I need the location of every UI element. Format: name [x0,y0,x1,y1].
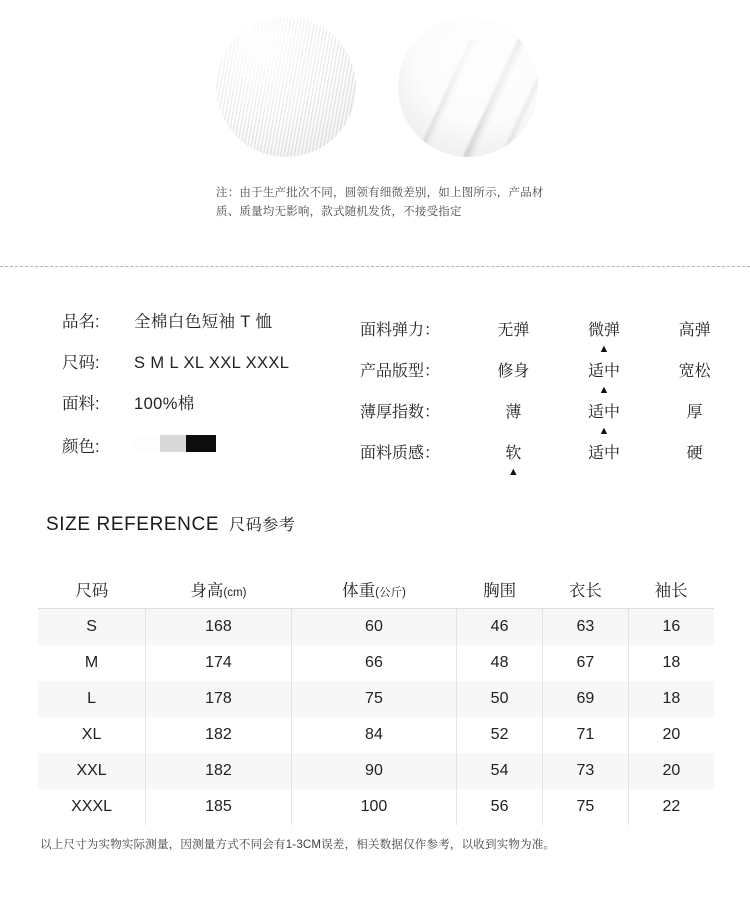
size-table-head [38,570,714,609]
header-label: 衣长 [568,582,602,600]
table-cell: 54 [457,753,543,789]
table-row [38,753,714,789]
attr-option-label: 软 [505,445,522,462]
section-divider [0,266,750,267]
size-table-header-cell [628,570,714,609]
table-cell: 71 [542,717,628,753]
size-table-header-cell [457,570,543,609]
size-reference-title-cn: 尺码参考 [229,517,296,534]
spec-label-color: 颜色: [62,438,100,456]
collar-closeup-photo-right [398,17,538,157]
header-label: 袖长 [654,582,688,600]
attr-row-texture [360,431,740,478]
header-label: 尺码 [75,582,109,600]
table-cell: 84 [291,717,456,753]
size-table-header-row [38,570,714,609]
table-cell: XXL [38,753,146,789]
attr-options-texture [468,440,740,478]
attr-label-texture: 面料质感： [360,445,441,462]
size-table-note: 以上尺寸为实物实际测量，因测量方式不同会有1-3CM误差，相关数据仅作参考，以收到实物为准。 [40,839,556,851]
header-label: 胸围 [483,582,517,600]
spec-attribute-grid [360,308,740,478]
attr-option-selected [559,317,650,355]
attr-row-fit [360,349,740,396]
spec-row-color [62,431,362,457]
product-photo-section [0,0,750,262]
table-cell: 63 [542,609,628,646]
table-cell: 168 [146,609,292,646]
table-cell: 18 [662,654,681,671]
header-unit: (cm) [223,587,247,599]
table-cell: 18 [662,690,681,707]
table-cell: 185 [146,789,292,825]
spec-label-sizes: 尺码: [62,354,100,372]
header-label: 体重 [342,582,376,600]
table-cell: 75 [291,681,456,717]
table-cell: 178 [146,681,292,717]
table-cell: XL [38,717,146,753]
attr-option-label: 适中 [588,363,621,380]
spec-section [0,290,750,490]
size-table-header-cell [146,570,292,609]
table-cell: 67 [542,645,628,681]
table-cell: 16 [662,618,681,635]
attr-selected-marker-icon: ▲ [598,425,610,437]
attr-selected-marker-icon: ▲ [507,466,519,478]
table-cell: 75 [542,789,628,825]
table-row [38,717,714,753]
attr-option-selected [468,440,559,478]
table-row [38,681,714,717]
size-table-header-cell [291,570,456,609]
spec-value-sizes: S M L XL XXL XXXL [134,354,290,372]
size-table-header-cell [542,570,628,609]
photo-disclaimer-note: 注：由于生产批次不同，圆领有细微差别，如上图所示，产品材质、质量均无影响，款式随机发货，不接受指定 [216,187,544,218]
table-cell: 182 [146,717,292,753]
spec-row-name [62,308,362,332]
table-cell: 90 [291,753,456,789]
table-cell: 48 [457,645,543,681]
attr-options-fit [468,358,740,396]
size-table-body [38,609,714,826]
table-cell: 174 [146,645,292,681]
color-swatch-black[interactable] [186,435,216,452]
attr-option: 宽松 [678,363,711,380]
attr-option: 高弹 [678,322,711,339]
attr-option: 厚 [686,404,703,421]
spec-basic-info [62,308,362,474]
attr-option-selected [559,399,650,437]
spec-row-sizes [62,349,362,373]
table-row [38,645,714,681]
attr-label-thickness: 薄厚指数： [360,404,441,421]
table-row [38,609,714,646]
table-cell: 69 [542,681,628,717]
table-cell: 22 [662,798,681,815]
attr-option: 适中 [588,445,621,462]
spec-label-name: 品名: [62,313,100,331]
table-cell: 182 [146,753,292,789]
size-reference-title-en: SIZE REFERENCE [46,514,220,535]
attr-label-elasticity: 面料弹力： [360,322,441,339]
table-cell: L [38,681,146,717]
attr-selected-marker-icon: ▲ [598,343,610,355]
table-cell: 73 [542,753,628,789]
spec-label-fabric: 面料: [62,395,100,413]
table-cell: XXXL [38,789,146,825]
table-cell: 60 [291,609,456,646]
spec-value-fabric: 100%棉 [134,395,195,413]
header-unit: (公斤) [375,587,406,599]
attr-row-elasticity [360,308,740,355]
table-cell: 52 [457,717,543,753]
color-swatch-group [134,435,216,452]
attr-option: 薄 [505,404,522,421]
attr-row-thickness [360,390,740,437]
size-reference-table [38,570,714,825]
attr-options-thickness [468,399,740,437]
attr-selected-marker-icon: ▲ [598,384,610,396]
attr-option: 无弹 [497,322,530,339]
table-cell: 50 [457,681,543,717]
table-cell: 56 [457,789,543,825]
table-cell: 20 [662,726,681,743]
color-swatch-white[interactable] [134,435,160,452]
color-swatch-gray[interactable] [160,435,186,452]
table-cell: M [38,645,146,681]
table-cell: 46 [457,609,543,646]
header-label: 身高 [190,582,224,600]
table-cell: 66 [291,645,456,681]
attr-options-elasticity [468,317,740,355]
table-cell: 100 [291,789,456,825]
attr-option-label: 微弹 [588,322,621,339]
collar-closeup-photo-left [216,17,356,157]
attr-option-selected [559,358,650,396]
table-cell: S [38,609,146,646]
table-cell: 20 [662,762,681,779]
size-reference-title [46,512,296,536]
attr-option-label: 适中 [588,404,621,421]
attr-label-fit: 产品版型： [360,363,441,380]
attr-option: 修身 [497,363,530,380]
size-table-header-cell [38,570,146,609]
attr-option: 硬 [686,445,703,462]
spec-value-name: 全棉白色短袖 T 恤 [134,313,273,331]
table-row [38,789,714,825]
spec-row-fabric [62,390,362,414]
